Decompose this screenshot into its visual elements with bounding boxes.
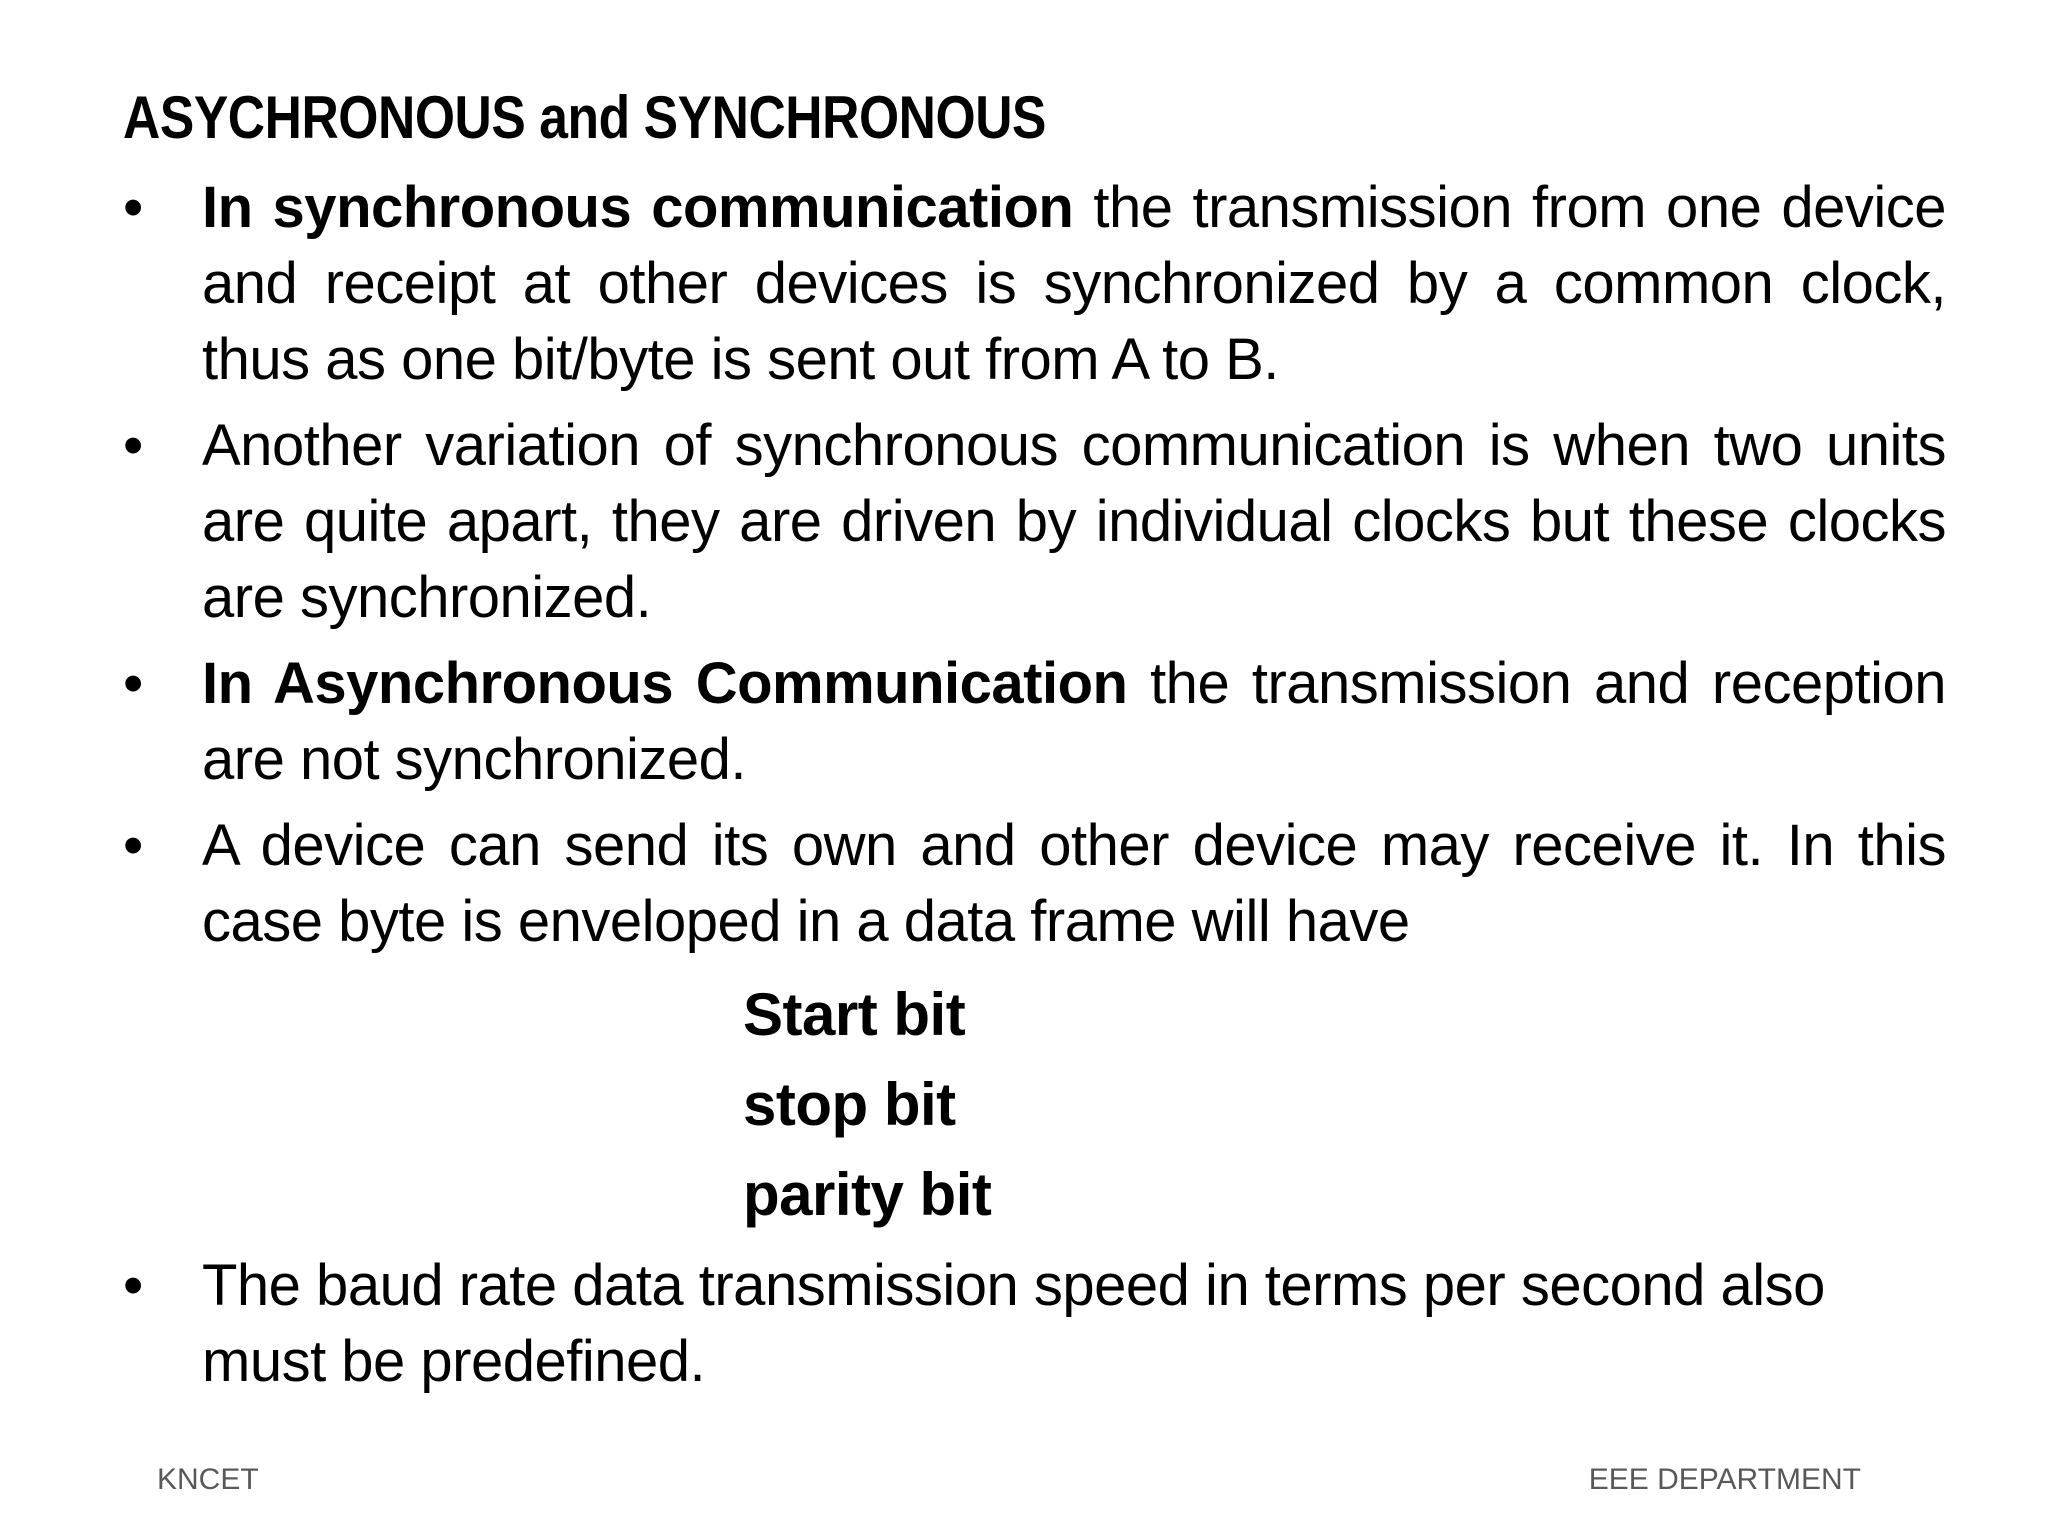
bullet-baud-rate (123, 1248, 1946, 1400)
bullet-asynchronous (123, 646, 1946, 798)
slide-title: ASYCHRONOUS and SYNCHRONOUS (123, 84, 1047, 151)
frame-item-parity-bit: parity bit (743, 1161, 992, 1228)
bullet-text: Another variation of synchronous communication is when two units are quite apart, they are driven by individual clocks but these clocks are synchronized. (202, 413, 1946, 630)
frame-item-stop-bit: stop bit (743, 1071, 956, 1138)
footer-institution: KNCET (157, 1463, 259, 1496)
bullet-text: The baud rate data transmission speed in terms per second also must be predefined. (202, 1253, 1825, 1394)
bullet-text: the transmission from one device and receipt at other devices is synchronized by a common clock, thus as one bit/byte is sent out from A to B. (202, 175, 1946, 392)
bullet-data-frame (123, 808, 1946, 960)
bullet-dot: • (123, 651, 143, 716)
bullet-dot: • (123, 175, 143, 240)
frame-item-start-bit: Start bit (743, 981, 966, 1048)
data-frame-fields (743, 970, 1946, 1240)
bullet-dot: • (123, 813, 143, 878)
bullet-dot: • (123, 413, 143, 478)
bullet-text: the transmission and reception are not synchronized. (202, 651, 1946, 792)
bullet-text: A device can send its own and other device may receive it. In this case byte is enveloped in a data frame will have (202, 813, 1946, 954)
bullet-lead: In synchronous communication (202, 175, 1074, 240)
bullet-variation (123, 408, 1946, 636)
bullet-dot: • (123, 1253, 143, 1318)
bullet-lead: In Asynchronous Communication (202, 651, 1128, 716)
footer-department: EEE DEPARTMENT (1588, 1463, 1861, 1496)
bullet-synchronous (123, 170, 1946, 398)
bullet-list (123, 170, 1946, 1410)
